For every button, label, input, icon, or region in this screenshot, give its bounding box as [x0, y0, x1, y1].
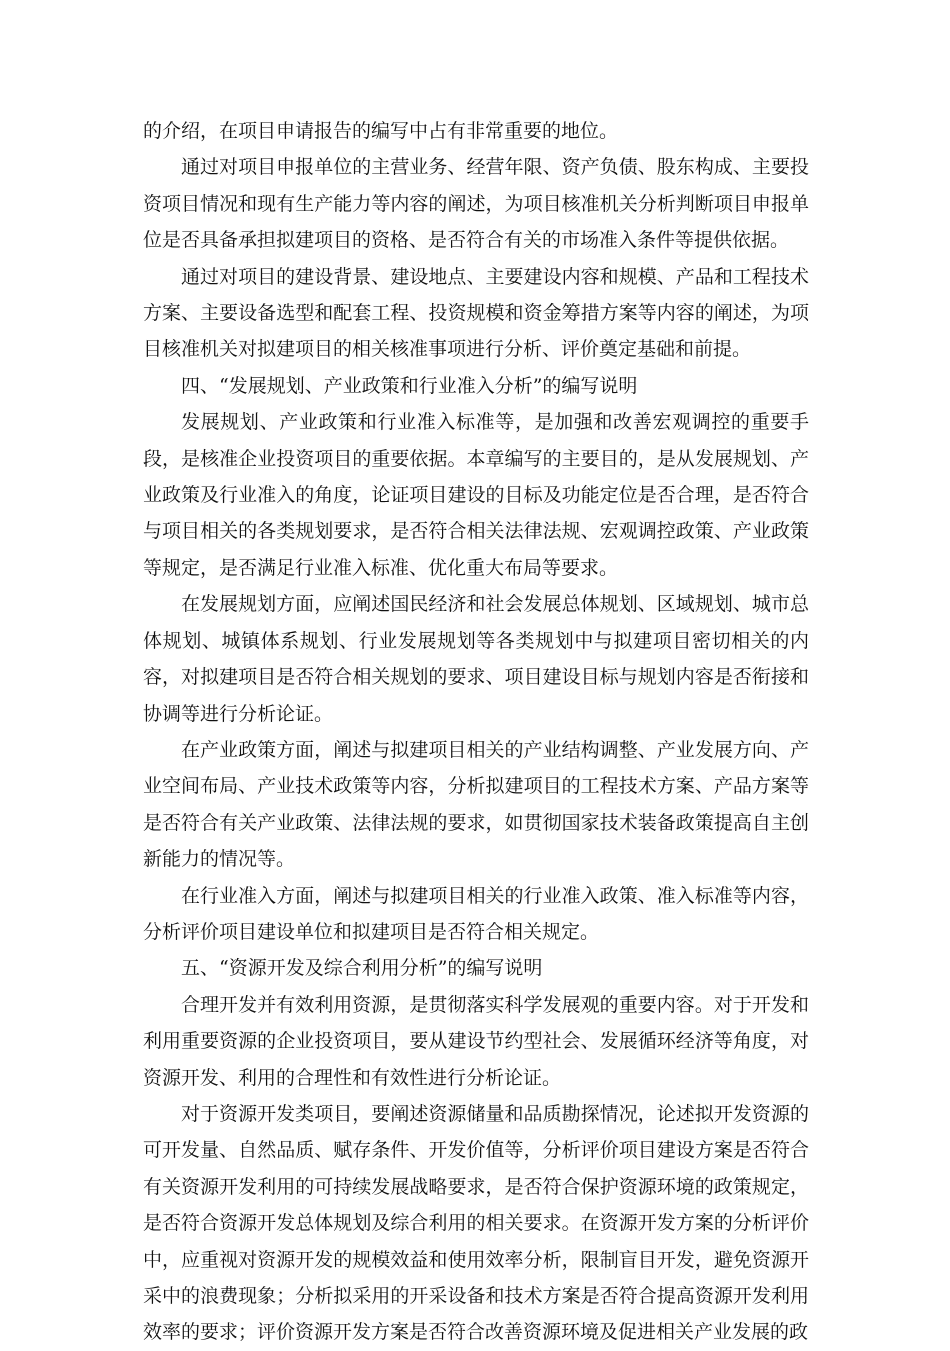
paragraph-industry-access: 在行业准入方面，阐述与拟建项目相关的行业准入政策、准入标准等内容，分析评价项目建设单位和拟建项目是否符合相关规定。	[143, 884, 809, 943]
paragraph-industrial-policy: 在产业政策方面，阐述与拟建项目相关的产业结构调整、产业发展方向、产业空间布局、产业技术政策等内容，分析拟建项目的工程技术方案、产品方案等是否符合有关产业政策、法律法规的要求，如贯彻国家技术装备政策提高自主创新能力的情况等。	[143, 738, 809, 871]
paragraph-development-planning: 在发展规划方面，应阐述国民经济和社会发展总体规划、区域规划、城市总体规划、城镇体系规划、行业发展规划等各类规划中与拟建项目密切相关的内容，对拟建项目是否符合相关规划的要求、项目建设目标与规划内容是否衔接和协调等进行分析论证。	[143, 593, 809, 725]
document-body	[143, 113, 809, 1351]
paragraph-resource-development: 对于资源开发类项目，要阐述资源储量和品质勘探情况，论述拟开发资源的可开发量、自然品质、赋存条件、开发价值等，分析评价项目建设方案是否符合有关资源开发利用的可持续发展战略要求，是否符合保护资源环境的政策规定，是否符合资源开发总体规划及综合利用的相关要求。在资源开发方案的分析评价中，应重视对资源开发的规模效益和使用效率分析，限制盲目开发，避免资源开采中的浪费现象；分析拟采用的开采设备和技术方案是否符合提高资源开发利用效率的要求；评价资源开发方案是否符合改善资源环境及促进相关产业发展的政	[143, 1102, 809, 1344]
paragraph-applicant-info: 通过对项目申报单位的主营业务、经营年限、资产负债、股东构成、主要投资项目情况和现有生产能力等内容的阐述，为项目核准机关分析判断项目申报单位是否具备承担拟建项目的资格、是否符合有关的市场准入条件等提供依据。	[143, 156, 809, 252]
section-heading-5: 五、“资源开发及综合利用分析”的编写说明	[181, 957, 543, 980]
section-heading-4: 四、“发展规划、产业政策和行业准入分析”的编写说明	[181, 374, 638, 397]
paragraph-resource-intro: 合理开发并有效利用资源，是贯彻落实科学发展观的重要内容。对于开发和利用重要资源的企业投资项目，要从建设节约型社会、发展循环经济等角度，对资源开发、利用的合理性和有效性进行分析论证。	[143, 993, 809, 1089]
paragraph-policy-intro: 发展规划、产业政策和行业准入标准等，是加强和改善宏观调控的重要手段，是核准企业投资项目的重要依据。本章编写的主要目的，是从发展规划、产业政策及行业准入的角度，论证项目建设的目标及功能定位是否合理，是否符合与项目相关的各类规划要求，是否符合相关法律法规、宏观调控政策、产业政策等规定，是否满足行业准入标准、优化重大布局等要求。	[143, 411, 809, 579]
paragraph-project-overview: 通过对项目的建设背景、建设地点、主要建设内容和规模、产品和工程技术方案、主要设备选型和配套工程、投资规模和资金筹措方案等内容的阐述，为项目核准机关对拟建项目的相关核准事项进行分析、评价奠定基础和前提。	[143, 265, 809, 361]
continuation-paragraph: 的介绍，在项目申请报告的编写中占有非常重要的地位。	[143, 120, 619, 142]
